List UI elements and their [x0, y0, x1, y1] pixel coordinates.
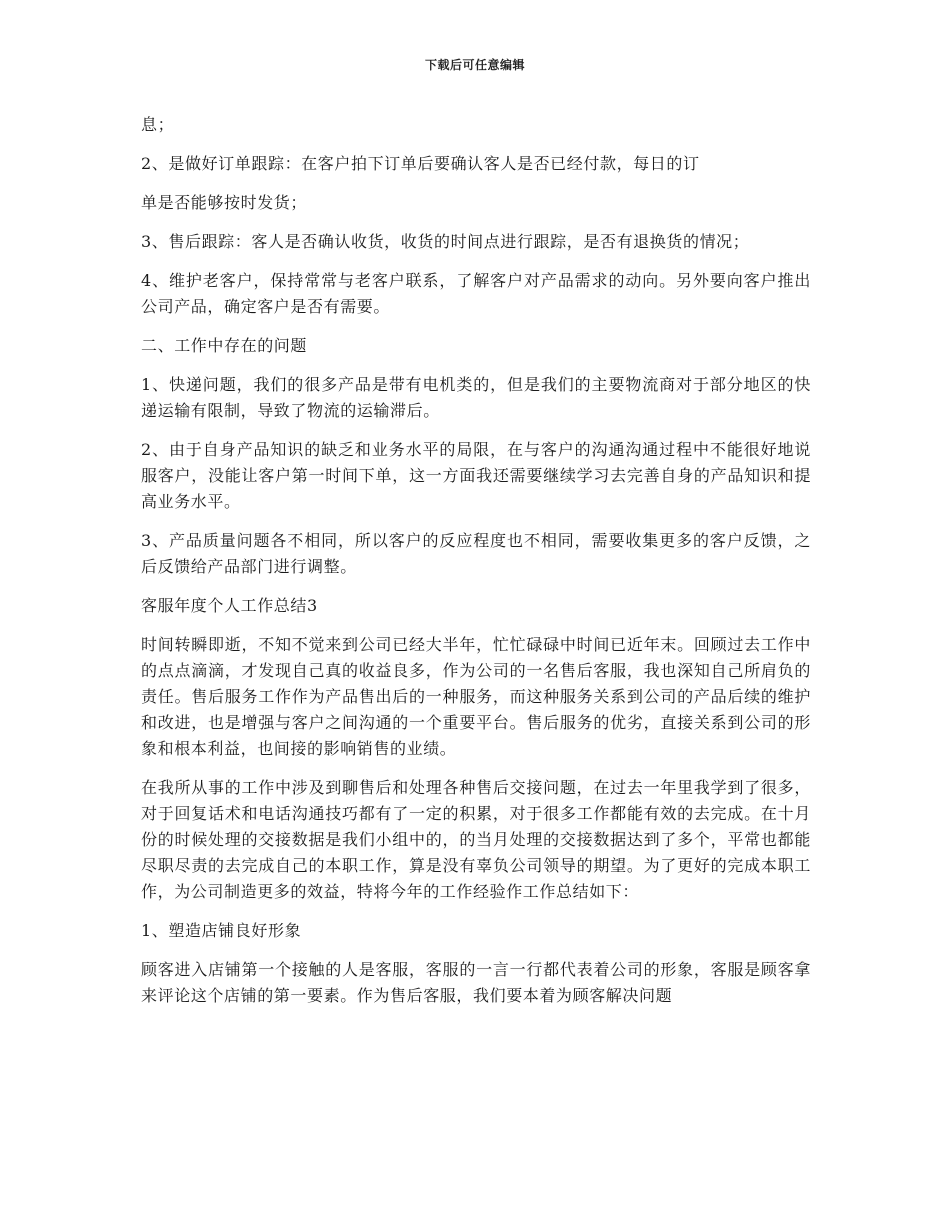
page-header: 下载后可任意编辑 — [424, 58, 525, 72]
paragraph: 息； — [141, 115, 175, 134]
paragraph: 3、售后跟踪：客人是否确认收货，收货的时间点进行跟踪，是否有退换货的情况； — [141, 232, 750, 251]
paragraph: 时间转瞬即逝，不知不觉来到公司已经大半年，忙忙碌碌中时间已近年末。回顾过去工作中的点点滴滴，才发现自己真的收益良多，作为公司的一名售后客服，我也深知自己所肩负的责任。售后服务工作作为产品售出后的一种服务，而这种服务关系到公司的产品后续的维护和改进，也是增强与客户之间沟通的一个重要平台。售后服务的优劣，直接关系到公司的形象和根本利益，也间接的影响销售的业绩。 — [141, 635, 811, 758]
paragraph: 顾客进入店铺第一个接触的人是客服，客服的一言一行都代表着公司的形象，客服是顾客拿来评论这个店铺的第一要素。作为售后客服，我们要本着为顾客解决问题 — [141, 960, 811, 1005]
paragraph: 2、是做好订单跟踪：在客户拍下订单后要确认客人是否已经付款，每日的订 — [141, 154, 700, 173]
paragraph: 1、快递问题，我们的很多产品是带有电机类的，但是我们的主要物流商对于部分地区的快递运输有限制，导致了物流的运输滞后。 — [141, 375, 811, 420]
paragraph: 4、维护老客户，保持常常与老客户联系，了解客户对产品需求的动向。另外要向客户推出公司产品，确定客户是否有需要。 — [141, 271, 811, 316]
document-body — [141, 112, 811, 1022]
paragraph: 在我所从事的工作中涉及到聊售后和处理各种售后交接问题，在过去一年里我学到了很多，对于回复话术和电话沟通技巧都有了一定的积累，对于很多工作都能有效的去完成。在十月份的时候处理的交接数据是我们小组中的，的当月处理的交接数据达到了多个，平常也都能尽职尽责的去完成自己的本职工作，算是没有辜负公司领导的期望。为了更好的完成本职工作，为公司制造更多的效益，特将今年的工作经验作工作总结如下： — [141, 778, 811, 901]
paragraph: 2、由于自身产品知识的缺乏和业务水平的局限，在与客户的沟通沟通过程中不能很好地说服客户，没能让客户第一时间下单，这一方面我还需要继续学习去完善自身的产品知识和提高业务水平。 — [141, 440, 811, 511]
paragraph: 3、产品质量问题各不相同，所以客户的反应程度也不相同，需要收集更多的客户反馈，之后反馈给产品部门进行调整。 — [141, 531, 811, 576]
section-heading: 客服年度个人工作总结3 — [141, 596, 318, 615]
section-heading: 二、工作中存在的问题 — [141, 336, 308, 355]
paragraph: 单是否能够按时发货； — [141, 193, 308, 212]
section-heading: 1、塑造店铺良好形象 — [141, 921, 302, 940]
